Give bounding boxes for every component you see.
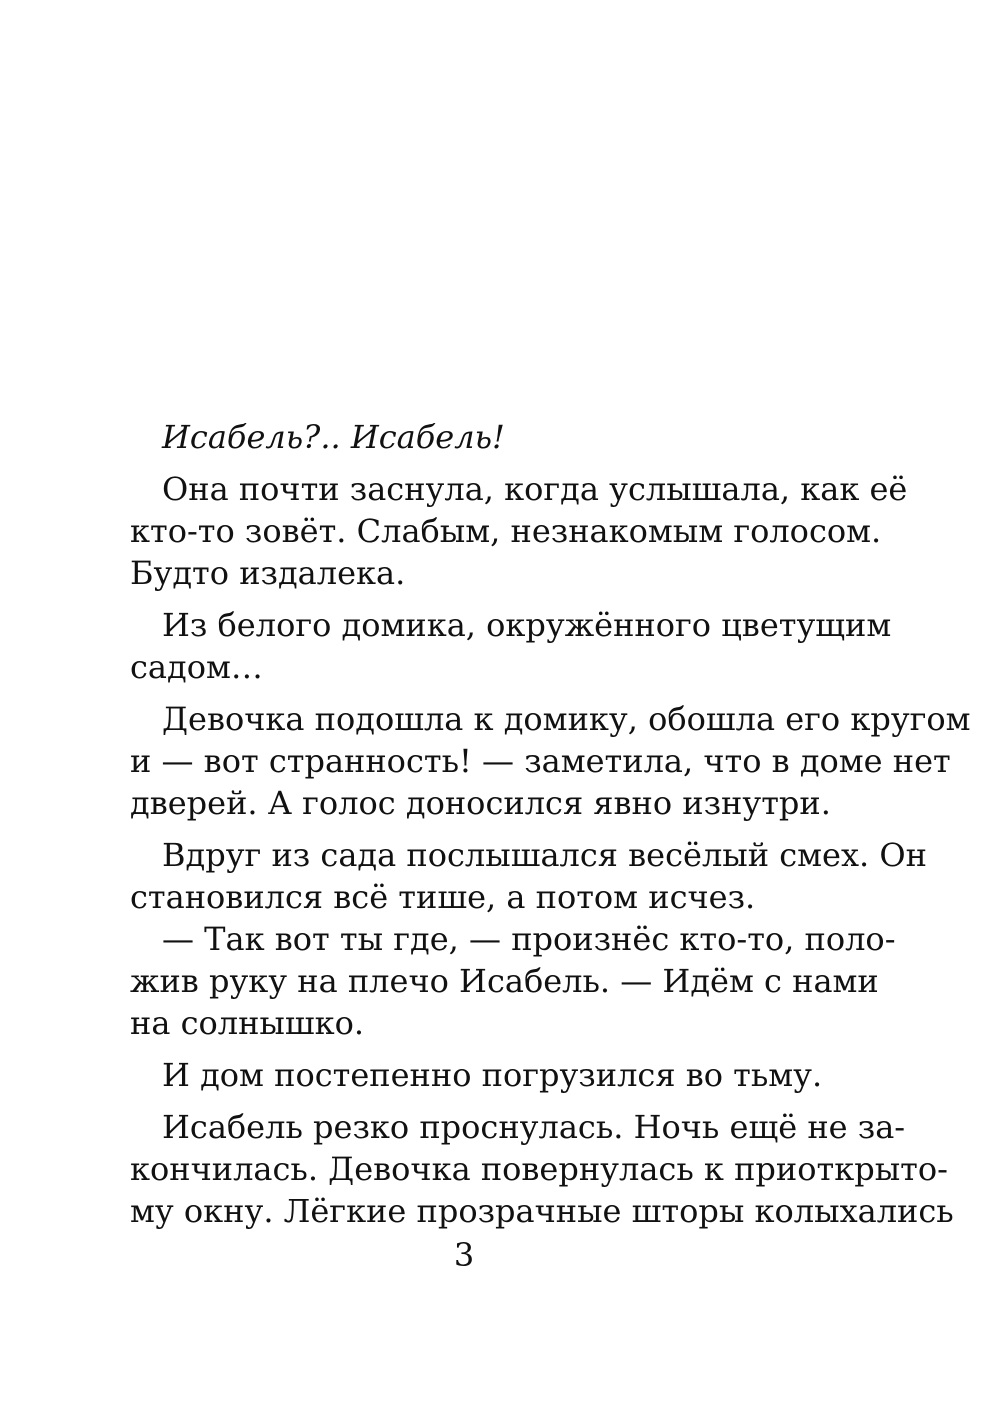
text-line: Будто издалека. [130, 554, 406, 592]
text-line: Вдруг из сада послышался весёлый смех. Он [162, 836, 927, 874]
text-line: Она почти заснула, когда услышала, как её [162, 470, 908, 508]
text-line: му окну. Лёгкие прозрачные шторы колыхались [130, 1192, 954, 1230]
text-line: Девочка подошла к домику, обошла его кругом [162, 700, 971, 738]
text-line: кончилась. Девочка повернулась к приоткрыто- [130, 1150, 948, 1188]
text-line: И дом постепенно погрузился во тьму. [162, 1056, 823, 1094]
text-line: и — вот странность! — заметила, что в доме нет [130, 742, 951, 780]
page-number: 3 [453, 1236, 475, 1274]
text-line: Из белого домика, окружённого цветущим [162, 606, 892, 644]
text-line: становился всё тише, а потом исчез. [130, 878, 756, 916]
text-line: — Так вот ты где, — произнёс кто-то, поло- [162, 920, 896, 958]
text-line: садом… [130, 648, 263, 686]
text-line: Исабель резко проснулась. Ночь ещё не за- [162, 1108, 906, 1146]
text-line: на солнышко. [130, 1004, 365, 1042]
text-line: дверей. А голос доносился явно изнутри. [130, 784, 831, 822]
text-line: Исабель?.. Исабель! [162, 418, 505, 456]
text-line: кто-то зовёт. Слабым, незнакомым голосом. [130, 512, 882, 550]
text-line: жив руку на плечо Исабель. — Идём с нами [130, 962, 879, 1000]
page-body [130, 416, 971, 1232]
